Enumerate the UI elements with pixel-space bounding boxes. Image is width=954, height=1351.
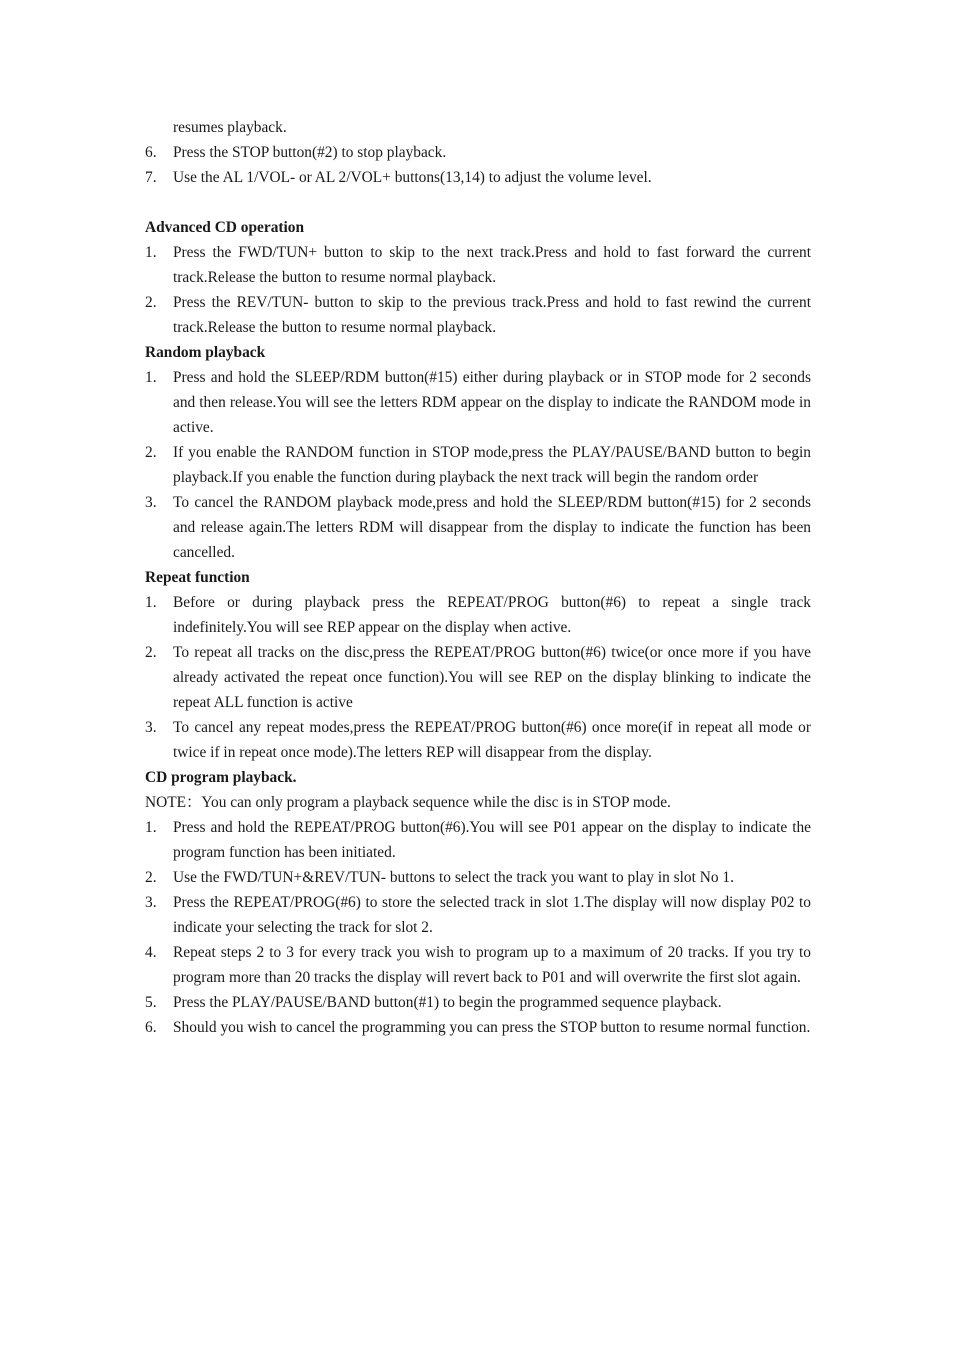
list-item	[145, 240, 811, 290]
item-number: 2.	[145, 294, 157, 311]
item-text: Press the FWD/TUN+ button to skip to the next track.Press and hold to fast forward the current track.Release the button to resume normal playback.	[173, 244, 811, 286]
list-item	[145, 440, 811, 490]
item-text: Should you wish to cancel the programming you can press the STOP button to resume normal function.	[173, 1019, 811, 1036]
item-text: If you enable the RANDOM function in STOP mode,press the PLAY/PAUSE/BAND button to begin playback.If you enable the function during playback the next track will begin the random order	[173, 444, 811, 486]
item-number: 2.	[145, 644, 157, 661]
item-text: Press the STOP button(#2) to stop playback.	[173, 144, 447, 161]
item-text: Repeat steps 2 to 3 for every track you wish to program up to a maximum of 20 tracks. If you try to program more than 20 tracks the display will revert back to P01 and will overwrite the first slot again.	[173, 944, 811, 986]
item-number: 1.	[145, 244, 157, 261]
section-heading-program: CD program playback.	[145, 769, 297, 786]
section-heading-random: Random playback	[145, 344, 266, 361]
manual-page	[145, 115, 811, 1040]
item-text: Press and hold the SLEEP/RDM button(#15) either during playback or in STOP mode for 2 seconds and then release.You will see the letters RDM appear on the display to indicate the RANDOM mode in active.	[173, 369, 811, 436]
list-item	[145, 940, 811, 990]
list-item	[145, 890, 811, 940]
continued-text: resumes playback.	[173, 119, 287, 136]
item-number: 5.	[145, 994, 157, 1011]
list-item	[145, 140, 811, 165]
list-item	[145, 490, 811, 565]
list-item	[145, 640, 811, 715]
list-item	[145, 990, 811, 1015]
list-item	[145, 165, 811, 190]
item-text: Press the PLAY/PAUSE/BAND button(#1) to begin the programmed sequence playback.	[173, 994, 722, 1011]
list-item	[145, 590, 811, 640]
item-text: To cancel the RANDOM playback mode,press and hold the SLEEP/RDM button(#15) for 2 seconds and release again.The letters RDM will disappear from the display to indicate the function has been cancelled.	[173, 494, 811, 561]
item-number: 6.	[145, 1019, 157, 1036]
item-number: 6.	[145, 144, 157, 161]
item-number: 3.	[145, 894, 157, 911]
list-item	[145, 1015, 811, 1040]
item-number: 2.	[145, 869, 157, 886]
item-number: 3.	[145, 494, 157, 511]
spacer	[145, 190, 811, 215]
item-text: To repeat all tracks on the disc,press the REPEAT/PROG button(#6) twice(or once more if you have already activated the repeat once function).You will see REP on the display blinking to indicate the repeat ALL function is active	[173, 644, 811, 711]
list-item	[145, 290, 811, 340]
note-text: NOTE：You can only program a playback sequence while the disc is in STOP mode.	[145, 794, 671, 811]
list-item	[145, 365, 811, 440]
list-item	[145, 715, 811, 765]
item-number: 1.	[145, 594, 157, 611]
item-number: 4.	[145, 944, 157, 961]
section-heading-advanced: Advanced CD operation	[145, 219, 305, 236]
item-text: Use the FWD/TUN+&REV/TUN- buttons to select the track you want to play in slot No 1.	[173, 869, 734, 886]
item-number: 1.	[145, 369, 157, 386]
list-item	[145, 815, 811, 865]
item-number: 2.	[145, 444, 157, 461]
item-number: 7.	[145, 169, 157, 186]
section-heading-repeat: Repeat function	[145, 569, 250, 586]
item-text: Before or during playback press the REPEAT/PROG button(#6) to repeat a single track indefinitely.You will see REP appear on the display when active.	[173, 594, 811, 636]
list-item	[145, 865, 811, 890]
item-number: 3.	[145, 719, 157, 736]
item-number: 1.	[145, 819, 157, 836]
item-text: Press the REPEAT/PROG(#6) to store the selected track in slot 1.The display will now display P02 to indicate your selecting the track for slot 2.	[173, 894, 811, 936]
item-text: Press the REV/TUN- button to skip to the previous track.Press and hold to fast rewind the current track.Release the button to resume normal playback.	[173, 294, 811, 336]
item-text: To cancel any repeat modes,press the REPEAT/PROG button(#6) once more(if in repeat all mode or twice if in repeat once mode).The letters REP will disappear from the display.	[173, 719, 811, 761]
item-text: Press and hold the REPEAT/PROG button(#6).You will see P01 appear on the display to indicate the program function has been initiated.	[173, 819, 811, 861]
item-text: Use the AL 1/VOL- or AL 2/VOL+ buttons(13,14) to adjust the volume level.	[173, 169, 652, 186]
